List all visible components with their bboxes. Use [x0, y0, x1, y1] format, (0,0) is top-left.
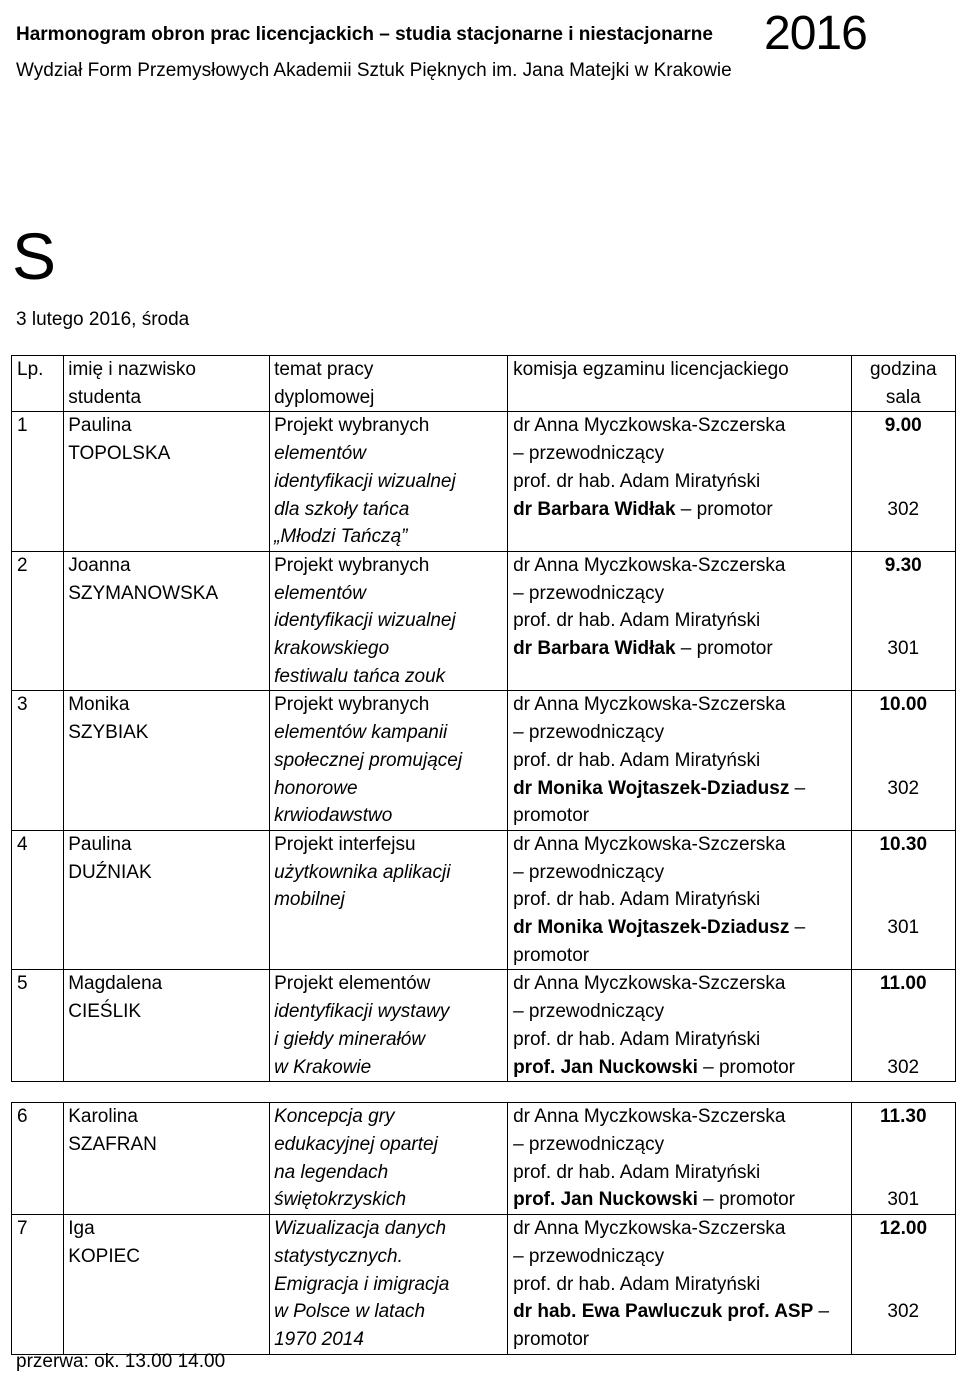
table-gap-cell [12, 1082, 956, 1103]
committee-promotor-role: – promotor [680, 638, 773, 660]
topic-line: „Młodzi Tańczą” [274, 526, 408, 548]
student-last-name: TOPOLSKA [68, 443, 171, 465]
section-letter: S [12, 219, 57, 293]
col-topic-line1: temat pracy [274, 359, 374, 380]
document-title [16, 7, 956, 60]
committee-member: prof. dr hab. Adam Miratyński [513, 1161, 761, 1183]
committee-promotor-role: – promotor [513, 917, 806, 966]
committee-member: prof. dr hab. Adam Miratyński [513, 470, 761, 492]
thesis-topic [270, 551, 508, 691]
row-number: 7 [12, 1215, 64, 1355]
topic-line: honorowe [274, 777, 358, 799]
topic-line: identyfikacji wystawy [274, 1001, 450, 1023]
committee [508, 970, 851, 1082]
row-number: 2 [12, 551, 64, 691]
title-year: 2016 [764, 7, 867, 60]
defense-room: 302 [887, 1056, 920, 1078]
student-name [64, 551, 270, 691]
topic-line: identyfikacji wizualnej [274, 470, 456, 492]
topic-line: elementów [274, 443, 366, 465]
committee-chair-role: – przewodniczący [513, 1245, 665, 1267]
committee-promotor-role: – promotor [680, 498, 773, 520]
row-number: 6 [12, 1103, 64, 1215]
topic-line: elementów [274, 582, 366, 604]
col-student [64, 356, 270, 412]
student-first-name: Monika [68, 694, 130, 716]
topic-prefix: Projekt elementów [274, 973, 431, 995]
committee-chair-role: – przewodniczący [513, 582, 665, 604]
committee [508, 1215, 851, 1355]
thesis-topic [270, 691, 508, 831]
defense-room: 301 [887, 1189, 920, 1211]
col-topic [270, 356, 508, 412]
topic-line: mobilnej [274, 889, 345, 911]
student-name [64, 830, 270, 970]
committee-chair: dr Anna Myczkowska-Szczerska [513, 694, 786, 716]
defense-room: 301 [887, 917, 920, 939]
committee-chair-role: – przewodniczący [513, 1133, 665, 1155]
committee-promotor-role: – promotor [513, 1301, 830, 1350]
committee [508, 412, 851, 552]
defense-time: 12.00 [879, 1218, 928, 1240]
time-room [851, 970, 955, 1082]
defense-room: 302 [887, 1301, 920, 1323]
thesis-topic [270, 830, 508, 970]
faculty-subtitle: Wydział Form Przemysłowych Akademii Sztuk Pięknych im. Jana Matejki w Krakowie [16, 60, 732, 81]
table-row [12, 830, 956, 970]
table-row [12, 551, 956, 691]
table-row [12, 1103, 956, 1215]
defense-room: 301 [887, 638, 920, 660]
defense-time: 9.30 [884, 554, 922, 576]
committee-promotor-role: – promotor [513, 777, 806, 827]
defense-time: 10.30 [879, 833, 928, 855]
topic-line: dla szkoły tańca [274, 498, 410, 520]
committee-member: prof. dr hab. Adam Miratyński [513, 1028, 761, 1050]
student-name [64, 1103, 270, 1215]
committee-chair: dr Anna Myczkowska-Szczerska [513, 1106, 786, 1128]
time-room [851, 1215, 955, 1355]
committee-promotor: dr Monika Wojtaszek-Dziadusz [513, 917, 790, 939]
topic-line: na legendach [274, 1161, 389, 1183]
thesis-topic [270, 412, 508, 552]
student-first-name: Paulina [68, 415, 132, 437]
topic-line: festiwalu tańca zouk [274, 665, 446, 687]
col-lp: Lp. [12, 356, 64, 412]
topic-line: krwiodawstwo [274, 805, 393, 827]
topic-line: 1970 2014 [274, 1328, 364, 1350]
col-time-line1: godzina [869, 359, 937, 380]
student-last-name: KOPIEC [68, 1245, 141, 1267]
schedule-rows [12, 412, 956, 1354]
defense-room: 302 [887, 498, 920, 520]
committee-chair-role: – przewodniczący [513, 861, 665, 883]
col-student-line2: studenta [68, 386, 142, 408]
student-first-name: Karolina [68, 1106, 138, 1128]
topic-line: użytkownika aplikacji [274, 861, 451, 883]
time-room [851, 551, 955, 691]
row-number: 4 [12, 830, 64, 970]
thesis-topic [270, 970, 508, 1082]
defense-room: 302 [887, 777, 920, 799]
committee-chair: dr Anna Myczkowska-Szczerska [513, 415, 786, 437]
table-row [12, 412, 956, 552]
student-name [64, 1215, 270, 1355]
student-last-name: SZYBIAK [68, 722, 149, 744]
student-last-name: SZAFRAN [68, 1133, 157, 1155]
time-room [851, 691, 955, 831]
topic-line: społecznej promującej [274, 749, 463, 771]
student-first-name: Iga [68, 1218, 95, 1240]
committee-member: prof. dr hab. Adam Miratyński [513, 1273, 761, 1295]
committee [508, 551, 851, 691]
schedule-table [11, 355, 956, 1355]
col-time [851, 356, 955, 412]
topic-line: Wizualizacja danych [274, 1218, 447, 1240]
defense-time: 11.00 [880, 973, 927, 995]
topic-line: krakowskiego [274, 638, 390, 660]
col-topic-line2: dyplomowej [274, 386, 375, 408]
student-name [64, 970, 270, 1082]
row-number: 3 [12, 691, 64, 831]
topic-prefix: Projekt wybranych [274, 415, 430, 437]
committee-promotor: dr Monika Wojtaszek-Dziadusz [513, 777, 790, 799]
topic-line: w Polsce w latach [274, 1301, 426, 1323]
committee-member: prof. dr hab. Adam Miratyński [513, 749, 761, 771]
topic-line: świętokrzyskich [274, 1189, 407, 1211]
table-row [12, 1215, 956, 1355]
col-committee: komisja egzaminu licencjackiego [508, 356, 851, 412]
committee-promotor: prof. Jan Nuckowski [513, 1189, 698, 1211]
title-text: Harmonogram obron prac licencjackich – studia stacjonarne i niestacjonarne [16, 24, 713, 45]
committee-promotor-role: – promotor [703, 1056, 796, 1078]
committee-chair: dr Anna Myczkowska-Szczerska [513, 1218, 786, 1240]
table-row [12, 970, 956, 1082]
col-student-line1: imię i nazwisko [68, 359, 196, 380]
committee-promotor: dr Barbara Widłak [513, 498, 676, 520]
time-room [851, 1103, 955, 1215]
committee-chair: dr Anna Myczkowska-Szczerska [513, 554, 786, 576]
student-last-name: DUŹNIAK [68, 861, 152, 883]
topic-line: elementów kampanii [274, 722, 448, 744]
committee-chair-role: – przewodniczący [513, 722, 665, 744]
row-number: 1 [12, 412, 64, 552]
defense-date: 3 lutego 2016, środa [16, 309, 190, 330]
committee-member: prof. dr hab. Adam Miratyński [513, 610, 761, 632]
topic-prefix: Projekt wybranych [274, 554, 430, 576]
committee-chair-role: – przewodniczący [513, 1001, 665, 1023]
col-time-line2: sala [885, 386, 921, 408]
defense-time: 9.00 [884, 415, 922, 437]
committee-member: prof. dr hab. Adam Miratyński [513, 889, 761, 911]
table-gap [12, 1082, 956, 1103]
committee [508, 691, 851, 831]
topic-prefix: Projekt interfejsu [274, 833, 416, 855]
committee [508, 1103, 851, 1215]
topic-line: Koncepcja gry [274, 1106, 395, 1128]
topic-line: Emigracja i imigracja [274, 1273, 450, 1295]
committee-promotor-role: – promotor [703, 1189, 796, 1211]
student-name [64, 691, 270, 831]
thesis-topic [270, 1215, 508, 1355]
topic-line: edukacyjnej opartej [274, 1133, 438, 1155]
committee-promotor: dr hab. Ewa Pawluczuk prof. ASP [513, 1301, 814, 1323]
topic-line: statystycznych. [274, 1245, 403, 1267]
table-row [12, 691, 956, 831]
topic-line: i giełdy minerałów [274, 1028, 426, 1050]
student-last-name: CIEŚLIK [68, 1001, 142, 1023]
break-note: przerwa: ok. 13.00 14.00 [16, 1351, 226, 1372]
defense-time: 11.30 [880, 1106, 927, 1128]
student-first-name: Paulina [68, 833, 132, 855]
student-first-name: Joanna [68, 554, 131, 576]
committee [508, 830, 851, 970]
row-number: 5 [12, 970, 64, 1082]
committee-chair-role: – przewodniczący [513, 443, 665, 465]
topic-prefix: Projekt wybranych [274, 694, 430, 716]
defense-time: 10.00 [879, 694, 928, 716]
committee-promotor: dr Barbara Widłak [513, 638, 676, 660]
topic-line: w Krakowie [274, 1056, 372, 1078]
committee-chair: dr Anna Myczkowska-Szczerska [513, 833, 786, 855]
table-header-row [12, 356, 956, 412]
student-name [64, 412, 270, 552]
time-room [851, 412, 955, 552]
topic-line: identyfikacji wizualnej [274, 610, 456, 632]
student-last-name: SZYMANOWSKA [68, 582, 219, 604]
committee-promotor: prof. Jan Nuckowski [513, 1056, 698, 1078]
student-first-name: Magdalena [68, 973, 163, 995]
thesis-topic [270, 1103, 508, 1215]
committee-chair: dr Anna Myczkowska-Szczerska [513, 973, 786, 995]
time-room [851, 830, 955, 970]
